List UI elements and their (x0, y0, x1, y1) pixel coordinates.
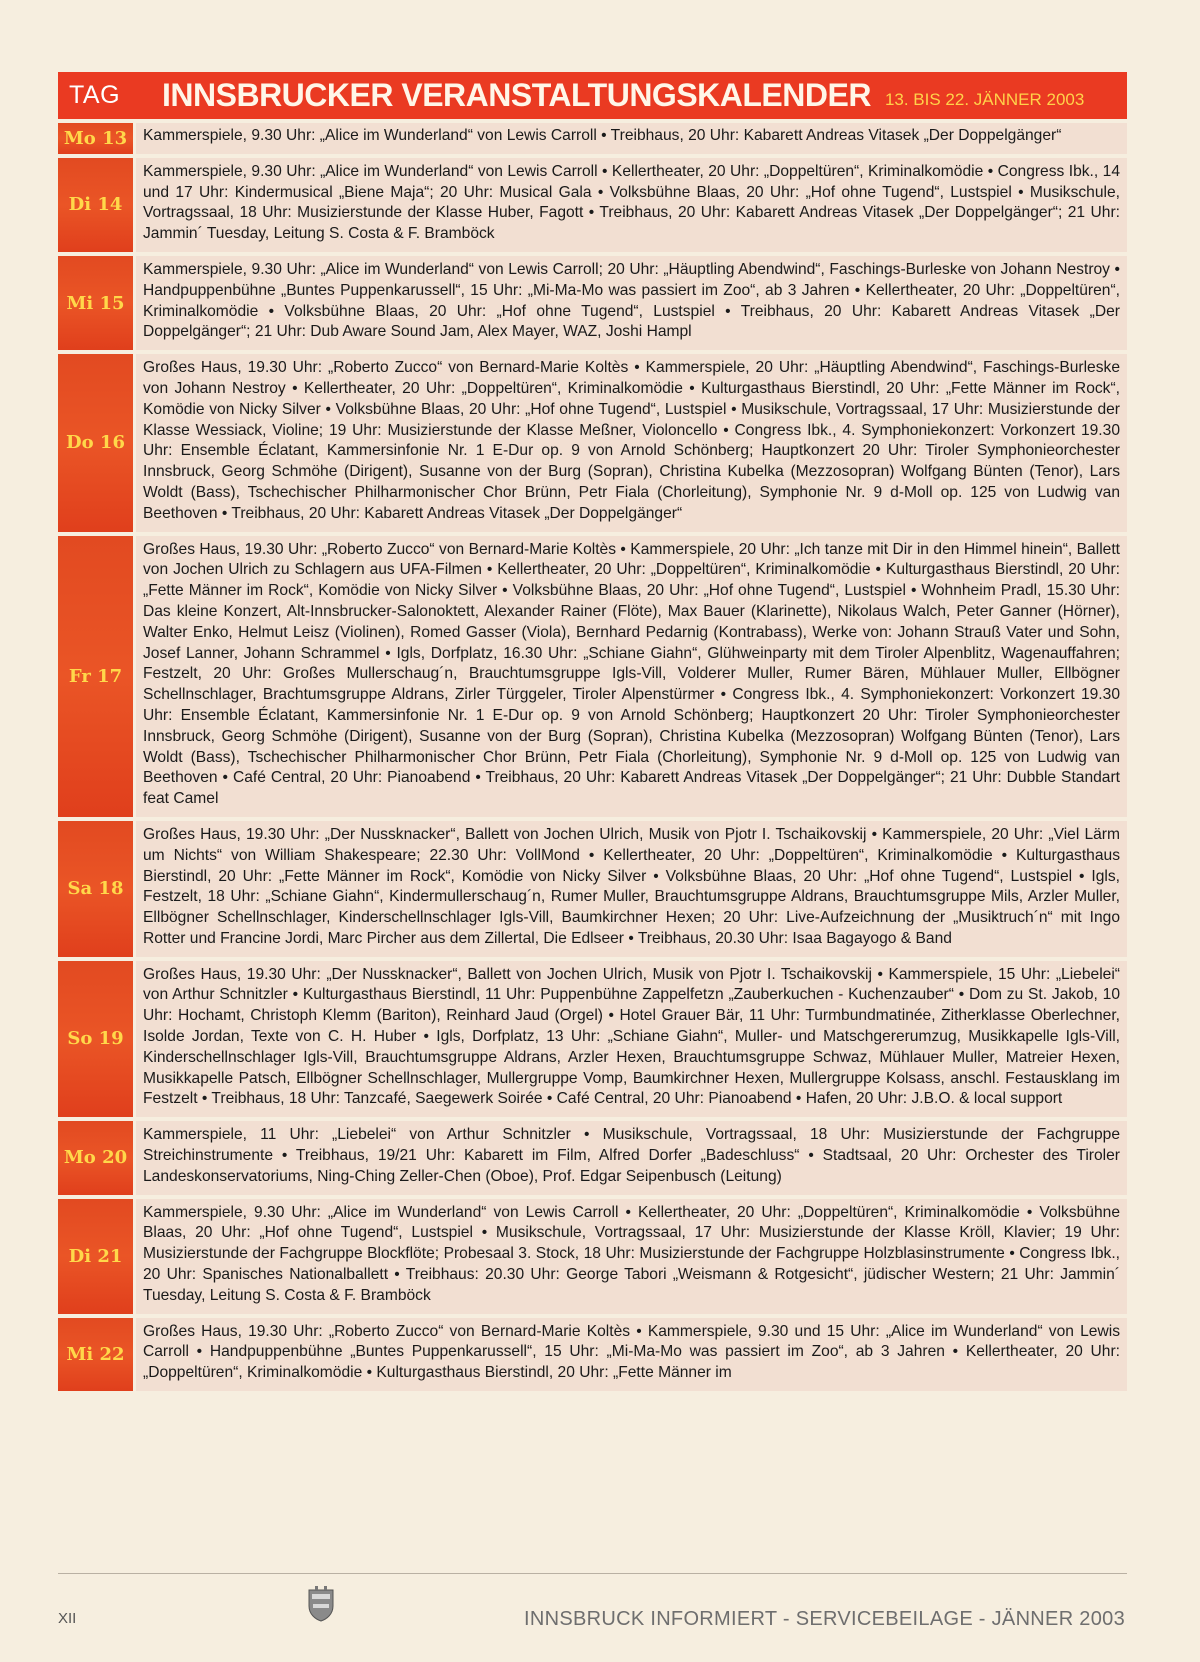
day-row (58, 123, 1127, 154)
day-row (58, 1199, 1127, 1314)
day-events: Großes Haus, 19.30 Uhr: „Der Nussknacker“, Ballett von Jochen Ulrich, Musik von Pjotr I. Tschaikovskij • Kammerspiele, 15 Uhr: „Liebelei“ von Arthur Schnitzler • Kulturgasthaus Bierstindl, 11 Uhr: Puppenbühne Zappelfetzn „Zauberkuchen - Kuchenzauber“ • Dom zu St. Jakob, 10 Uhr: Hochamt, Christoph Klemm (Bariton), Reinhard Jaud (Orgel) • Hotel Grauer Bär, 11 Uhr: Turmbundmatinée, Zitherklasse Oberlechner, Isolde Jordan, Texte von C. H. Huber • Igls, Dorfplatz, 13 Uhr: „Schiane Giahn“, Muller- und Matschgererumzug, Musikkapelle Igls-Vill, Kinderschellnschlager Igls-Vill, Brauchtumsgruppe Aldrans, Arzler Hexen, Brauchtumsgruppe Schwaz, Mühlauer Muller, Matreier Hexen, Musikkapelle Patsch, Ellbögner Schellnschlager, Mullergruppe Vomp, Baumkirchner Hexen, Mullergruppe Kolsass, anschl. Festausklang im Festzelt • Treibhaus, 18 Uhr: Tanzcafé, Saegewerk Soirée • Café Central, 20 Uhr: Pianoabend • Hafen, 20 Uhr: J.B.O. & local support (136, 961, 1127, 1118)
day-column-label: TAG (69, 81, 121, 109)
day-label: Fr 17 (58, 536, 133, 817)
calendar-date-range: 13. BIS 22. JÄNNER 2003 (884, 89, 1085, 109)
day-label: Do 16 (58, 354, 133, 531)
day-row (58, 1121, 1127, 1194)
day-row (58, 1318, 1127, 1391)
footer-divider (58, 1573, 1127, 1574)
calendar-title: INNSBRUCKER VERANSTALTUNGSKALENDER (162, 77, 871, 113)
day-row (58, 961, 1127, 1118)
calendar-page (58, 72, 1127, 1395)
day-row (58, 158, 1127, 252)
innsbruck-crest-icon (306, 1586, 336, 1622)
day-row (58, 256, 1127, 350)
page-number: XII (58, 1610, 77, 1627)
day-label: So 19 (58, 961, 133, 1118)
day-row (58, 821, 1127, 957)
day-label: Di 21 (58, 1199, 133, 1314)
day-row (58, 536, 1127, 817)
day-label: Mi 22 (58, 1318, 133, 1391)
calendar-header (58, 72, 1127, 119)
day-events: Kammerspiele, 9.30 Uhr: „Alice im Wunderland“ von Lewis Carroll • Kellertheater, 20 Uhr: „Doppeltüren“, Kriminalkomödie • Congress Ibk., 14 und 17 Uhr: Kindermusical „Biene Maja“; 20 Uhr: Musical Gala • Volksbühne Blaas, 20 Uhr: „Hof ohne Tugend“, Lustspiel • Musikschule, Vortragssaal, 18 Uhr: Musizierstunde der Klasse Huber, Fagott • Treibhaus, 20 Uhr: Kabarett Andreas Vitasek „Der Doppelgänger“; 21 Uhr: Jammin´ Tuesday, Leitung S. Costa & F. Bramböck (136, 158, 1127, 252)
day-events: Großes Haus, 19.30 Uhr: „Roberto Zucco“ von Bernard-Marie Koltès • Kammerspiele, 20 Uhr: „Häuptling Abendwind“, Faschings-Burleske von Johann Nestroy • Kellertheater, 20 Uhr: „Doppeltüren“, Kriminalkomödie • Kulturgasthaus Bierstindl, 20 Uhr: „Fette Männer im Rock“, Komödie von Nicky Silver • Volksbühne Blaas, 20 Uhr: „Hof ohne Tugend“, Lustspiel • Musikschule, Vortragssaal, 17 Uhr: Musizierstunde der Klasse Wessiack, Violine; 19 Uhr: Musizierstunde der Klasse Meßner, Violoncello • Congress Ibk., 4. Symphoniekonzert: Vorkonzert 19.30 Uhr: Ensemble Éclatant, Kammersinfonie Nr. 1 E-Dur op. 9 von Arnold Schönberg; Hauptkonzert 20 Uhr: Tiroler Symphonieorchester Innsbruck, Georg Schmöhe (Dirigent), Susanne von der Burg (Sopran), Christina Kubelka (Mezzosopran) Wolfgang Bünten (Tenor), Lars Woldt (Bass), Tschechischer Philharmonischer Chor Brünn, Petr Fiala (Chorleitung), Symphonie Nr. 9 d-Moll op. 125 von Ludwig van Beethoven • Treibhaus, 20 Uhr: Kabarett Andreas Vitasek „Der Doppelgänger“ (136, 354, 1127, 531)
day-events: Großes Haus, 19.30 Uhr: „Roberto Zucco“ von Bernard-Marie Koltès • Kammerspiele, 20 Uhr: „Ich tanze mit Dir in den Himmel hinein“, Ballett von Jochen Ulrich zu Schlagern aus UFA-Filmen • Kellertheater, 20 Uhr: „Doppeltüren“, Kriminalkomödie • Kulturgasthaus Bierstindl, 20 Uhr: „Fette Männer im Rock“, Komödie von Nicky Silver • Volksbühne Blaas, 20 Uhr: „Hof ohne Tugend“, Lustspiel • Wohnheim Pradl, 15.30 Uhr: Das kleine Konzert, Alt-Innsbrucker-Salonoktett, Alexander Rainer (Flöte), Max Bauer (Klarinette), Nikolaus Walch, Peter Ganner (Hörner), Walter Enko, Helmut Leisz (Violinen), Romed Gasser (Viola), Bernhard Pedarnig (Kontrabass), Werke von: Johann Strauß Vater und Sohn, Josef Lanner, Johann Schrammel • Igls, Dorfplatz, 16.30 Uhr: „Schiane Giahn“, Glühweinparty mit dem Tiroler Alpenblitz, Wagenauffahren; Festzelt, 20 Uhr: Großes Mullerschaug´n, Brauchtumsgruppe Igls-Vill, Volderer Muller, Rumer Bären, Mühlauer Muller, Ellbögner Schellnschlager, Brachtumsgruppe Aldrans, Zirler Türggeler, Tiroler Alpenstürmer • Congress Ibk., 4. Symphoniekonzert: Vorkonzert 19.30 Uhr: Ensemble Éclatant, Kammersinfonie Nr. 1 E-Dur op. 9 von Arnold Schönberg; Hauptkonzert 20 Uhr: Tiroler Symphonieorchester Innsbruck, Georg Schmöhe (Dirigent), Susanne von der Burg (Sopran), Christina Kubelka (Mezzosopran) Wolfgang Bünten (Tenor), Lars Woldt (Bass), Tschechischer Philharmonischer Chor Brünn, Petr Fiala (Chorleitung), Symphonie Nr. 9 d-Moll op. 125 von Ludwig van Beethoven • Café Central, 20 Uhr: Pianoabend • Treibhaus, 20 Uhr: Kabarett Andreas Vitasek „Der Doppelgänger“; 21 Uhr: Dubble Standart feat Camel (136, 536, 1127, 817)
day-events: Kammerspiele, 9.30 Uhr: „Alice im Wunderland“ von Lewis Carroll • Treibhaus, 20 Uhr: Kabarett Andreas Vitasek „Der Doppelgänger“ (136, 123, 1127, 154)
day-events: Kammerspiele, 11 Uhr: „Liebelei“ von Arthur Schnitzler • Musikschule, Vortragssaal, 18 Uhr: Musizierstunde der Fachgruppe Streichinstrumente • Treibhaus, 19/21 Uhr: Kabarett im Film, Alfred Dorfer „Badeschluss“ • Stadtsaal, 20 Uhr: Orchester des Tiroler Landeskonservatoriums, Ning-Ching Zeller-Chen (Oboe), Prof. Edgar Seipenbusch (Leitung) (136, 1121, 1127, 1194)
day-label: Mo 13 (58, 123, 133, 154)
day-row (58, 354, 1127, 531)
day-events: Großes Haus, 19.30 Uhr: „Roberto Zucco“ von Bernard-Marie Koltès • Kammerspiele, 9.30 und 15 Uhr: „Alice im Wunderland“ von Lewis Carroll • Handpuppenbühne „Buntes Puppenkarussell“, 15 Uhr: „Mi-Ma-Mo was passiert im Zoo“, ab 3 Jahren • Kellertheater, 20 Uhr: „Doppeltüren“, Kriminalkomödie • Kulturgasthaus Bierstindl, 20 Uhr: „Fette Männer im (136, 1318, 1127, 1391)
footer-publication: INNSBRUCK INFORMIERT - SERVICEBEILAGE - JÄNNER 2003 (523, 1608, 1125, 1630)
day-events: Kammerspiele, 9.30 Uhr: „Alice im Wunderland“ von Lewis Carroll • Kellertheater, 20 Uhr: „Doppeltüren“, Kriminalkomödie • Volksbühne Blaas, 20 Uhr: „Hof ohne Tugend“, Lustspiel • Musikschule, Vortragssaal, 17 Uhr: Musizierstunde der Klasse Kröll, Klavier; 19 Uhr: Musizierstunde der Fachgruppe Blockflöte; Probesaal 3. Stock, 18 Uhr: Musizierstunde der Fachgruppe Holzblasinstrumente • Congress Ibk., 20 Uhr: Spanisches Nationalballett • Treibhaus: 20.30 Uhr: George Tabori „Weismann & Rotgesicht“, jüdischer Western; 21 Uhr: Jammin´ Tuesday, Leitung S. Costa & F. Bramböck (136, 1199, 1127, 1314)
day-events: Kammerspiele, 9.30 Uhr: „Alice im Wunderland“ von Lewis Carroll; 20 Uhr: „Häuptling Abendwind“, Faschings-Burleske von Johann Nestroy • Handpuppenbühne „Buntes Puppenkarussell“, 15 Uhr: „Mi-Ma-Mo was passiert im Zoo“, ab 3 Jahren • Kellertheater, 20 Uhr: „Doppeltüren“, Kriminalkomödie • Volksbühne Blaas, 20 Uhr: „Hof ohne Tugend“, Lustspiel • Treibhaus, 20 Uhr: Kabarett Andreas Vitasek „Der Doppelgänger“; 21 Uhr: Dub Aware Sound Jam, Alex Mayer, WAZ, Joshi Hampl (136, 256, 1127, 350)
day-label: Mo 20 (58, 1121, 133, 1194)
day-label: Mi 15 (58, 256, 133, 350)
day-label: Di 14 (58, 158, 133, 252)
day-label: Sa 18 (58, 821, 133, 957)
day-events: Großes Haus, 19.30 Uhr: „Der Nussknacker“, Ballett von Jochen Ulrich, Musik von Pjotr I. Tschaikovskij • Kammerspiele, 20 Uhr: „Viel Lärm um Nichts“ von William Shakespeare; 22.30 Uhr: VollMond • Kellertheater, 20 Uhr: „Doppeltüren“, Kriminalkomödie • Kulturgasthaus Bierstindl, 20 Uhr: „Fette Männer im Rock“, Komödie von Nicky Silver • Volksbühne Blaas, 20 Uhr: „Hof ohne Tugend“, Lustspiel • Igls, Festzelt, 18 Uhr: „Schiane Giahn“, Kindermullerschaug´n, Rumer Muller, Brauchtumsgruppe Aldrans, Brauchtumsgruppe Mils, Arzler Muller, Ellbögner Schellnschlager, Kinderschellnschlager Igls-Vill, Baumkirchner Hexen; 20 Uhr: Live-Aufzeichnung der „Musiktruch´n“ mit Ingo Rotter und Francine Jordi, Marc Pircher aus dem Zillertal, Die Edlseer • Treibhaus, 20.30 Uhr: Isaa Bagayogo & Band (136, 821, 1127, 957)
